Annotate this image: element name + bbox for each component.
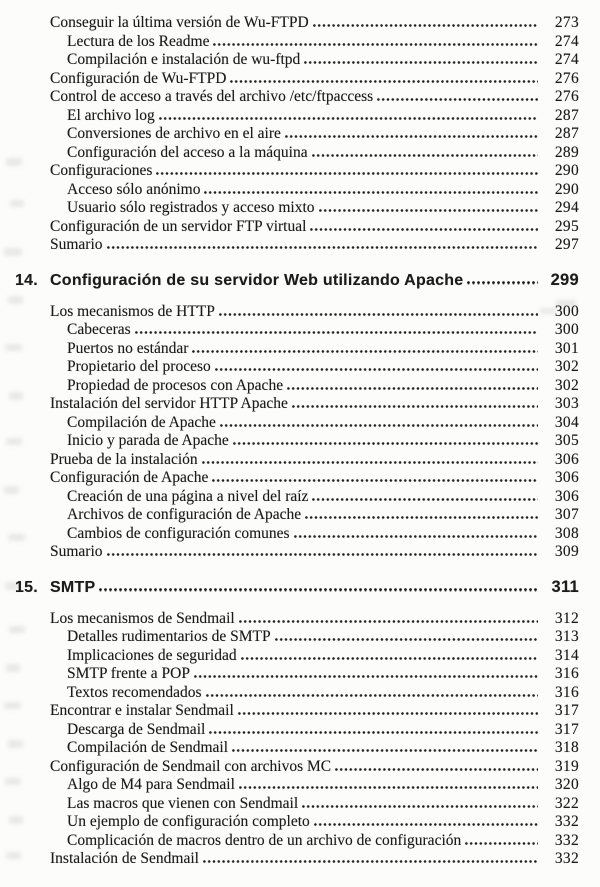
toc-entry (0, 628, 579, 647)
toc-entry (0, 107, 579, 126)
entry-page-number: 312 (554, 609, 579, 627)
toc-entry (0, 14, 579, 33)
entry-title: Configuraciones (50, 162, 153, 179)
dot-leader (314, 823, 538, 826)
entry-page-number: 308 (554, 524, 579, 542)
dot-leader (305, 516, 538, 519)
dot-leader (285, 135, 538, 138)
toc-entry (0, 125, 579, 144)
entry-title: Implicaciones de seguridad (67, 646, 237, 664)
dot-leader (312, 154, 538, 157)
dot-leader (135, 331, 538, 334)
entry-title: Instalación del servidor HTTP Apache (50, 395, 288, 412)
entry-page-number: 309 (554, 543, 579, 560)
toc-entry (0, 506, 579, 525)
dot-leader (220, 424, 538, 427)
entry-title: Detalles rudimentarios de SMTP (67, 628, 271, 645)
toc-entry (0, 813, 579, 832)
entry-title: Descarga de Sendmail (67, 720, 206, 738)
dot-leader (219, 313, 538, 316)
dot-leader (313, 24, 538, 27)
toc-entry (0, 377, 579, 396)
entry-title: Acceso sólo anónimo (67, 180, 201, 198)
chapter-page-number: 311 (551, 577, 579, 596)
entry-title: Los mecanismos de HTTP (50, 302, 215, 320)
entry-title: Conseguir la última versión de Wu-FTPD (50, 14, 309, 31)
toc-entry (0, 758, 579, 777)
dot-leader (233, 442, 538, 445)
dot-leader (232, 749, 538, 752)
toc-entry (0, 414, 579, 433)
chapter-number: 14. (15, 271, 38, 289)
entry-title: Lectura de los Readme (67, 32, 210, 50)
chapter-page-number: 299 (550, 270, 579, 289)
dot-leader (107, 246, 538, 249)
toc-entry (0, 610, 579, 629)
entry-page-number: 319 (554, 757, 579, 775)
entry-page-number: 307 (554, 506, 579, 523)
entry-page-number: 303 (554, 395, 579, 412)
entry-title: Configuración de Sendmail con archivos MC (50, 757, 332, 775)
dot-leader (310, 228, 538, 231)
dot-leader (241, 657, 538, 660)
toc-entry (0, 236, 579, 255)
toc-entry (0, 702, 579, 721)
entry-title: Las macros que vienen con Sendmail (67, 794, 299, 812)
dot-leader (212, 479, 538, 482)
toc-entry (0, 469, 579, 488)
chapter-heading (0, 578, 579, 601)
toc-entry (0, 739, 579, 758)
toc-entry (0, 665, 579, 684)
dot-leader (287, 387, 538, 390)
entry-title: Propiedad de procesos con Apache (67, 376, 284, 394)
toc-entry (0, 303, 579, 322)
entry-page-number: 276 (554, 88, 579, 105)
toc-entry (0, 218, 579, 237)
entry-page-number: 276 (554, 69, 579, 87)
toc-entry (0, 795, 579, 814)
entry-page-number: 317 (554, 720, 579, 738)
entry-title: Conversiones de archivo en el aire (67, 125, 281, 142)
entry-page-number: 306 (554, 450, 579, 468)
chapter-title: Configuración de su servidor Web utilizando Apache (50, 271, 464, 289)
dot-leader (209, 731, 538, 734)
entry-title: Puertos no estándar (67, 339, 189, 357)
dot-leader (238, 712, 538, 715)
entry-page-number: 297 (554, 236, 579, 253)
toc (0, 14, 579, 869)
toc-entry (0, 33, 579, 52)
entry-title: Los mecanismos de Sendmail (50, 609, 235, 627)
entry-page-number: 290 (554, 180, 579, 198)
dot-leader (304, 61, 538, 64)
entry-page-number: 294 (554, 199, 579, 216)
entry-page-number: 273 (554, 14, 579, 31)
entry-title: El archivo log (67, 106, 155, 124)
entry-title: Complicación de macros dentro de un archivo de configuración (67, 831, 462, 849)
dot-leader (239, 620, 538, 623)
chapter-heading (0, 271, 579, 294)
entry-title: Archivos de configuración de Apache (67, 506, 302, 523)
toc-entry (0, 88, 579, 107)
toc-entry (0, 543, 579, 562)
entry-page-number: 274 (554, 32, 579, 50)
dot-leader (99, 588, 538, 591)
toc-section (0, 14, 579, 255)
dot-leader (107, 553, 538, 556)
dot-leader (194, 675, 538, 678)
toc-entry (0, 358, 579, 377)
entry-page-number: 302 (554, 358, 579, 375)
toc-entry (0, 684, 579, 703)
entry-page-number: 314 (554, 646, 579, 664)
toc-entry (0, 162, 579, 181)
entry-page-number: 287 (554, 125, 579, 142)
entry-title: Instalación de Sendmail (50, 850, 199, 867)
dot-leader (213, 43, 538, 46)
entry-page-number: 290 (554, 162, 579, 179)
toc-entry (0, 395, 579, 414)
entry-page-number: 306 (554, 487, 579, 505)
entry-title: Inicio y parada de Apache (67, 432, 229, 449)
entry-page-number: 313 (554, 628, 579, 645)
toc-entry (0, 321, 579, 340)
entry-page-number: 300 (554, 302, 579, 320)
toc-entry (0, 776, 579, 795)
dot-leader (465, 842, 538, 845)
chapter-number: 15. (15, 578, 38, 596)
toc-entry (0, 51, 579, 70)
toc-entry (0, 525, 579, 544)
entry-title: Cambios de configuración comunes (67, 524, 290, 542)
toc-entry (0, 647, 579, 666)
entry-title: Configuración del acceso a la máquina (67, 143, 308, 161)
dot-leader (202, 461, 538, 464)
dot-leader (292, 405, 538, 408)
entry-title: Cabeceras (67, 321, 131, 338)
entry-page-number: 274 (554, 51, 579, 68)
entry-title: Propietario del proceso (67, 358, 211, 375)
toc-entry (0, 70, 579, 89)
entry-title: Creación de una página a nivel del raíz (67, 487, 309, 505)
toc-entry (0, 451, 579, 470)
dot-leader (377, 98, 538, 101)
chapter-section (0, 578, 579, 869)
dot-leader (275, 638, 538, 641)
entry-page-number: 301 (554, 339, 579, 357)
entry-title: Algo de M4 para Sendmail (67, 776, 235, 793)
entry-page-number: 332 (554, 850, 579, 867)
chapter-section (0, 271, 579, 562)
dot-leader (302, 805, 538, 808)
entry-page-number: 289 (554, 143, 579, 161)
entry-page-number: 304 (554, 413, 579, 431)
dot-leader (159, 117, 538, 120)
entry-page-number: 322 (554, 794, 579, 812)
dot-leader (239, 786, 538, 789)
toc-entry (0, 181, 579, 200)
entry-page-number: 316 (554, 683, 579, 701)
entry-title: Configuración de Apache (50, 469, 209, 486)
entry-title: Compilación de Sendmail (67, 739, 229, 756)
dot-leader (192, 350, 538, 353)
entry-title: Configuración de un servidor FTP virtual (50, 217, 307, 235)
dot-leader (467, 281, 538, 284)
dot-leader (156, 172, 538, 175)
toc-entry (0, 832, 579, 851)
entry-title: Control de acceso a través del archivo /etc/ftpaccess (50, 88, 374, 105)
toc-entry (0, 340, 579, 359)
dot-leader (312, 498, 538, 501)
entry-title: Sumario (50, 236, 103, 253)
dot-leader (319, 209, 538, 212)
chapter-title: SMTP (50, 578, 96, 596)
toc-entry (0, 432, 579, 451)
entry-page-number: 295 (554, 217, 579, 235)
entry-page-number: 332 (554, 831, 579, 849)
toc-entry (0, 488, 579, 507)
dot-leader (294, 535, 538, 538)
toc-entry (0, 850, 579, 869)
dot-leader (215, 368, 538, 371)
entry-title: Prueba de la instalación (50, 450, 198, 468)
entry-page-number: 300 (554, 321, 579, 338)
entry-title: Textos recomendados (67, 683, 202, 701)
toc-entry (0, 721, 579, 740)
dot-leader (203, 860, 538, 863)
entry-title: Compilación e instalación de wu-ftpd (67, 51, 301, 68)
entry-page-number: 302 (554, 376, 579, 394)
entry-page-number: 317 (554, 702, 579, 719)
entry-page-number: 316 (554, 665, 579, 682)
entry-title: Configuración de Wu-FTPD (50, 69, 227, 87)
entry-title: Un ejemplo de configuración completo (67, 813, 310, 830)
entry-page-number: 287 (554, 106, 579, 124)
dot-leader (206, 694, 539, 697)
entry-page-number: 320 (554, 776, 579, 793)
entry-title: Compilación de Apache (67, 413, 216, 431)
dot-leader (230, 80, 538, 83)
entry-page-number: 318 (554, 739, 579, 756)
entry-page-number: 306 (554, 469, 579, 486)
dot-leader (204, 191, 538, 194)
toc-entry (0, 199, 579, 218)
entry-title: Sumario (50, 543, 103, 560)
toc-entry (0, 144, 579, 163)
entry-title: Encontrar e instalar Sendmail (50, 702, 234, 719)
entry-page-number: 305 (554, 432, 579, 449)
entry-title: Usuario sólo registrados y acceso mixto (67, 199, 315, 216)
dot-leader (335, 768, 538, 771)
entry-title: SMTP frente a POP (67, 665, 190, 682)
entry-page-number: 332 (554, 813, 579, 830)
